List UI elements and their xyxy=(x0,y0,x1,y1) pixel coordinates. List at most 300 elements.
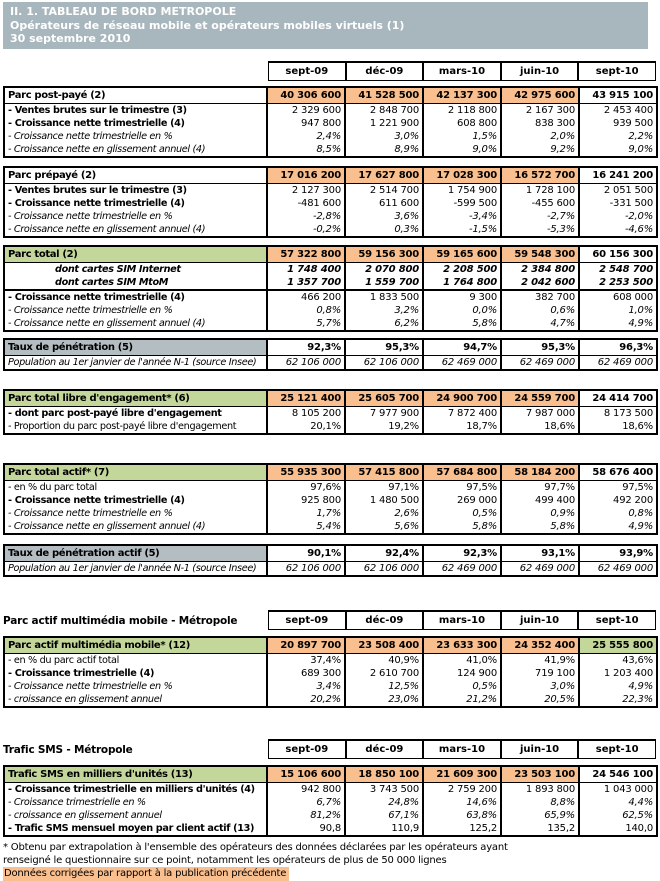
row-label: - Croissance nette trimestrielle en % xyxy=(8,304,173,316)
value-cell: 20,1% xyxy=(267,420,345,434)
row-label: - Croissance nette trimestrielle (4) xyxy=(8,117,185,129)
table-row xyxy=(4,766,657,783)
value-cell: 9,2% xyxy=(501,143,579,157)
value-cell: 24,8% xyxy=(345,796,423,809)
value-cell: 8,8% xyxy=(501,796,579,809)
value-cell: 7 987 000 xyxy=(501,406,579,420)
value-cell: 9,0% xyxy=(423,143,501,157)
value-cell: -1,5% xyxy=(423,223,501,237)
value-cell: 57 415 800 xyxy=(345,464,423,481)
row-label: Parc total libre d'engagement* (6) xyxy=(4,390,267,407)
value-cell: 96,3% xyxy=(579,339,657,356)
value-cell: 140,0 xyxy=(579,822,657,836)
value-cell: 20,5% xyxy=(501,693,579,707)
row-label: Parc total actif* (7) xyxy=(4,464,267,481)
value-cell: 3,6% xyxy=(345,210,423,223)
value-cell: 1 221 900 xyxy=(345,117,423,130)
value-cell: 41 528 500 xyxy=(345,87,423,104)
value-cell: -481 600 xyxy=(267,197,345,210)
value-cell: 1 754 900 xyxy=(423,183,501,197)
value-cell: 939 500 xyxy=(579,117,657,130)
table-row xyxy=(4,276,657,290)
value-cell: 1 833 500 xyxy=(345,290,423,304)
value-cell: 90,8 xyxy=(267,822,345,836)
value-cell: 93,9% xyxy=(579,545,657,562)
table-row xyxy=(4,87,657,104)
value-cell: 15 106 600 xyxy=(267,766,345,783)
data-grid xyxy=(3,166,658,238)
row-label: Trafic SMS en milliers d'unités (13) xyxy=(4,766,267,783)
value-cell: 55 935 300 xyxy=(267,464,345,481)
value-cell: 97,1% xyxy=(345,480,423,494)
row-label: - Croissance nette trimestrielle (4) xyxy=(8,291,185,303)
value-cell: 65,9% xyxy=(501,809,579,822)
value-cell: 25 555 800 xyxy=(579,637,657,654)
row-label: Parc prépayé (2) xyxy=(4,167,267,184)
value-cell: 90,1% xyxy=(267,545,345,562)
row-label: - Croissance nette en glissement annuel (4) xyxy=(8,317,206,329)
column-header-row-multimedia xyxy=(3,610,656,630)
column-header: déc-09 xyxy=(346,61,424,81)
row-label: - Croissance nette trimestrielle en % xyxy=(8,210,173,222)
value-cell: -599 500 xyxy=(423,197,501,210)
value-cell: 23,0% xyxy=(345,693,423,707)
value-cell: 17 028 300 xyxy=(423,167,501,184)
value-cell: 1 893 800 xyxy=(501,782,579,796)
row-label: - Croissance nette trimestrielle en % xyxy=(8,680,173,692)
value-cell: 9 300 xyxy=(423,290,501,304)
column-header: juin-10 xyxy=(501,610,579,630)
row-label: Parc actif multimédia mobile* (12) xyxy=(4,637,267,654)
table-row xyxy=(4,637,657,654)
row-label: Parc post-payé (2) xyxy=(4,87,267,104)
value-cell: 8,9% xyxy=(345,143,423,157)
table-row xyxy=(4,822,657,836)
table-row xyxy=(4,494,657,507)
row-label: - Croissance nette en glissement annuel (4) xyxy=(8,520,206,532)
value-cell: 21,2% xyxy=(423,693,501,707)
table-row xyxy=(4,464,657,481)
table-parc-total xyxy=(3,245,660,332)
value-cell: -2,7% xyxy=(501,210,579,223)
row-label: Population au 1er janvier de l'année N-1 (source Insee) xyxy=(8,356,257,368)
value-cell: 24 559 700 xyxy=(501,390,579,407)
table-row xyxy=(4,390,657,407)
row-label: - Ventes brutes sur le trimestre (3) xyxy=(8,104,187,116)
value-cell: 41,9% xyxy=(501,653,579,667)
value-cell: 1 480 500 xyxy=(345,494,423,507)
value-cell: 0,9% xyxy=(501,507,579,520)
table-row xyxy=(4,183,657,197)
value-cell: 1 357 700 xyxy=(267,276,345,290)
column-header: mars-10 xyxy=(423,61,501,81)
table-row xyxy=(4,561,657,576)
value-cell: 42 975 600 xyxy=(501,87,579,104)
value-cell: 838 300 xyxy=(501,117,579,130)
value-cell: -2,0% xyxy=(579,210,657,223)
footnotes xyxy=(3,841,660,881)
table-parc-actif-multimedia xyxy=(3,636,660,708)
data-grid xyxy=(3,86,658,158)
column-header: sept-09 xyxy=(268,610,346,630)
value-cell: 3,0% xyxy=(501,680,579,693)
value-cell: 3,4% xyxy=(267,680,345,693)
value-cell: 58 184 200 xyxy=(501,464,579,481)
table-row xyxy=(4,290,657,304)
table-row xyxy=(4,545,657,562)
value-cell: 719 100 xyxy=(501,667,579,680)
value-cell: 269 000 xyxy=(423,494,501,507)
value-cell: 18,7% xyxy=(423,420,501,434)
value-cell: 41,0% xyxy=(423,653,501,667)
value-cell: 59 165 600 xyxy=(423,246,501,263)
value-cell: 2 848 700 xyxy=(345,103,423,117)
table-row xyxy=(4,796,657,809)
value-cell: -5,3% xyxy=(501,223,579,237)
value-cell: 925 800 xyxy=(267,494,345,507)
value-cell: 92,3% xyxy=(423,545,501,562)
row-label: - Proportion du parc post-payé libre d'engagement xyxy=(8,420,237,432)
value-cell: 2 610 700 xyxy=(345,667,423,680)
table-row xyxy=(4,304,657,317)
table-parc-post-paye xyxy=(3,86,660,158)
value-cell: 1 748 400 xyxy=(267,262,345,276)
report-date: 30 septembre 2010 xyxy=(10,32,131,45)
report-title: II. 1. TABLEAU DE BORD METROPOLE xyxy=(10,5,237,18)
value-cell: 0,8% xyxy=(579,507,657,520)
value-cell: 7 977 900 xyxy=(345,406,423,420)
value-cell: 17 627 800 xyxy=(345,167,423,184)
value-cell: 20,2% xyxy=(267,693,345,707)
row-label: - dont parc post-payé libre d'engagement xyxy=(8,407,222,419)
table-row xyxy=(4,210,657,223)
value-cell: 94,7% xyxy=(423,339,501,356)
value-cell: 16 241 200 xyxy=(579,167,657,184)
row-label: - en % du parc total xyxy=(8,481,97,493)
column-header: sept-10 xyxy=(578,610,656,630)
value-cell: 93,1% xyxy=(501,545,579,562)
row-label: - Croissance nette en glissement annuel (4) xyxy=(8,143,206,155)
value-cell: 21 609 300 xyxy=(423,766,501,783)
value-cell: 689 300 xyxy=(267,667,345,680)
value-cell: 5,8% xyxy=(423,520,501,534)
value-cell: 18 850 100 xyxy=(345,766,423,783)
value-cell: 466 200 xyxy=(267,290,345,304)
value-cell: 8 105 200 xyxy=(267,406,345,420)
row-label: - Croissance nette trimestrielle en % xyxy=(8,130,173,142)
value-cell: 62 469 000 xyxy=(501,561,579,576)
data-grid xyxy=(3,544,658,577)
table-row xyxy=(4,339,657,356)
footnote-highlight: Données corrigées par rapport à la publication précédente xyxy=(3,867,289,881)
value-cell: 8,5% xyxy=(267,143,345,157)
value-cell: 62 106 000 xyxy=(345,355,423,370)
value-cell: 3,0% xyxy=(345,130,423,143)
value-cell: 5,8% xyxy=(423,317,501,331)
value-cell: 0,5% xyxy=(423,507,501,520)
row-label: Parc total (2) xyxy=(4,246,267,263)
table-row xyxy=(4,262,657,276)
value-cell: 2 253 500 xyxy=(579,276,657,290)
value-cell: 2,2% xyxy=(579,130,657,143)
value-cell: 1 043 000 xyxy=(579,782,657,796)
row-label: - Trafic SMS mensuel moyen par client actif (13) xyxy=(8,822,255,834)
value-cell: 3,2% xyxy=(345,304,423,317)
value-cell: 97,5% xyxy=(423,480,501,494)
value-cell: 43 915 100 xyxy=(579,87,657,104)
value-cell: 2 759 200 xyxy=(423,782,501,796)
table-row xyxy=(4,480,657,494)
value-cell: 92,3% xyxy=(267,339,345,356)
value-cell: 59 548 300 xyxy=(501,246,579,263)
footnote-line-1: * Obtenu par extrapolation à l'ensemble des opérateurs des données déclarées par les opérateurs ayant xyxy=(3,841,508,853)
value-cell: 4,9% xyxy=(579,317,657,331)
table-row xyxy=(4,507,657,520)
data-grid xyxy=(3,636,658,708)
value-cell: 4,9% xyxy=(579,680,657,693)
table-row xyxy=(4,782,657,796)
value-cell: 25 121 400 xyxy=(267,390,345,407)
value-cell: 1,7% xyxy=(267,507,345,520)
row-label: Taux de pénétration actif (5) xyxy=(4,545,267,562)
value-cell: -455 600 xyxy=(501,197,579,210)
row-label: - Croissance nette en glissement annuel (4) xyxy=(8,223,206,235)
value-cell: 14,6% xyxy=(423,796,501,809)
value-cell: 12,5% xyxy=(345,680,423,693)
table-row xyxy=(4,167,657,184)
value-cell: 40,9% xyxy=(345,653,423,667)
value-cell: 1 728 100 xyxy=(501,183,579,197)
value-cell: 16 572 700 xyxy=(501,167,579,184)
value-cell: -3,4% xyxy=(423,210,501,223)
column-header: juin-10 xyxy=(501,739,579,759)
value-cell: 0,8% xyxy=(267,304,345,317)
value-cell: 3 743 500 xyxy=(345,782,423,796)
column-header: sept-09 xyxy=(268,739,346,759)
value-cell: -331 500 xyxy=(579,197,657,210)
value-cell: 23 633 300 xyxy=(423,637,501,654)
table-row xyxy=(4,246,657,263)
column-header: mars-10 xyxy=(423,610,501,630)
row-label: - Croissance nette trimestrielle en % xyxy=(8,507,173,519)
row-label: - Croissance nette trimestrielle (4) xyxy=(8,197,185,209)
value-cell: 62 106 000 xyxy=(267,355,345,370)
value-cell: 2 548 700 xyxy=(579,262,657,276)
footnote-line-2: renseigné le questionnaire sur ce point, notamment les opérateurs de plus de 50 000 lignes xyxy=(3,854,447,866)
header-spacer xyxy=(3,61,268,81)
value-cell: 2,0% xyxy=(501,130,579,143)
value-cell: 63,8% xyxy=(423,809,501,822)
value-cell: 59 156 300 xyxy=(345,246,423,263)
row-label: Taux de pénétration (5) xyxy=(4,339,267,356)
value-cell: 2 070 800 xyxy=(345,262,423,276)
value-cell: 62 106 000 xyxy=(345,561,423,576)
row-label: - Croissance trimestrielle (4) xyxy=(8,667,155,679)
section-label-multimedia: Parc actif multimédia mobile - Métropole xyxy=(3,614,238,627)
value-cell: 95,3% xyxy=(501,339,579,356)
table-row xyxy=(4,130,657,143)
value-cell: 24 900 700 xyxy=(423,390,501,407)
value-cell: 7 872 400 xyxy=(423,406,501,420)
table-row xyxy=(4,406,657,420)
value-cell: 4,4% xyxy=(579,796,657,809)
table-row xyxy=(4,653,657,667)
value-cell: 2 329 600 xyxy=(267,103,345,117)
row-label: - Ventes brutes sur le trimestre (3) xyxy=(8,184,187,196)
value-cell: 2,6% xyxy=(345,507,423,520)
value-cell: 2 208 500 xyxy=(423,262,501,276)
column-header: juin-10 xyxy=(501,61,579,81)
table-row xyxy=(4,117,657,130)
value-cell: 135,2 xyxy=(501,822,579,836)
value-cell: 62,5% xyxy=(579,809,657,822)
value-cell: 9,0% xyxy=(579,143,657,157)
value-cell: 25 605 700 xyxy=(345,390,423,407)
value-cell: 492 200 xyxy=(579,494,657,507)
value-cell: 5,7% xyxy=(267,317,345,331)
value-cell: 40 306 600 xyxy=(267,87,345,104)
data-grid xyxy=(3,463,658,535)
value-cell: 18,6% xyxy=(579,420,657,434)
value-cell: 5,6% xyxy=(345,520,423,534)
value-cell: -0,2% xyxy=(267,223,345,237)
value-cell: 125,2 xyxy=(423,822,501,836)
row-label: Population au 1er janvier de l'année N-1 (source Insee) xyxy=(8,562,257,574)
column-header: sept-10 xyxy=(578,61,656,81)
value-cell: 62 469 000 xyxy=(579,355,657,370)
table-parc-prepaye xyxy=(3,166,660,238)
value-cell: 0,6% xyxy=(501,304,579,317)
value-cell: 24 352 400 xyxy=(501,637,579,654)
value-cell: 2 127 300 xyxy=(267,183,345,197)
value-cell: 62 469 000 xyxy=(423,561,501,576)
row-label: - Croissance nette trimestrielle (4) xyxy=(8,494,185,506)
table-taux-penetration xyxy=(3,338,660,371)
value-cell: 20 897 700 xyxy=(267,637,345,654)
value-cell: 2,4% xyxy=(267,130,345,143)
value-cell: 19,2% xyxy=(345,420,423,434)
value-cell: 0,0% xyxy=(423,304,501,317)
value-cell: 43,6% xyxy=(579,653,657,667)
row-label: - croissance en glissement annuel xyxy=(8,809,162,821)
table-row xyxy=(4,317,657,331)
value-cell: 611 600 xyxy=(345,197,423,210)
table-row xyxy=(4,420,657,434)
value-cell: 18,6% xyxy=(501,420,579,434)
section-label-sms: Trafic SMS - Métropole xyxy=(3,743,133,756)
data-grid xyxy=(3,245,658,332)
table-row xyxy=(4,520,657,534)
value-cell: 62 469 000 xyxy=(579,561,657,576)
value-cell: 58 676 400 xyxy=(579,464,657,481)
value-cell: 97,6% xyxy=(267,480,345,494)
table-row xyxy=(4,693,657,707)
column-header: sept-09 xyxy=(268,61,346,81)
table-row xyxy=(4,667,657,680)
table-parc-libre-engagement xyxy=(3,389,660,435)
value-cell: 110,9 xyxy=(345,822,423,836)
row-label: - croissance en glissement annuel xyxy=(8,693,162,705)
value-cell: 57 684 800 xyxy=(423,464,501,481)
value-cell: 22,3% xyxy=(579,693,657,707)
column-header: mars-10 xyxy=(423,739,501,759)
value-cell: 62 469 000 xyxy=(423,355,501,370)
data-grid xyxy=(3,765,658,837)
table-row xyxy=(4,355,657,370)
value-cell: 8 173 500 xyxy=(579,406,657,420)
value-cell: 4,9% xyxy=(579,520,657,534)
column-header-row-main xyxy=(3,61,656,81)
value-cell: 0,5% xyxy=(423,680,501,693)
value-cell: 5,4% xyxy=(267,520,345,534)
value-cell: 2 051 500 xyxy=(579,183,657,197)
value-cell: 23 503 100 xyxy=(501,766,579,783)
report-subtitle: Opérateurs de réseau mobile et opérateurs mobiles virtuels (1) xyxy=(10,18,405,32)
value-cell: 2 514 700 xyxy=(345,183,423,197)
value-cell: 1 764 800 xyxy=(423,276,501,290)
value-cell: 97,7% xyxy=(501,480,579,494)
table-row xyxy=(4,197,657,210)
value-cell: 2 384 800 xyxy=(501,262,579,276)
data-grid xyxy=(3,338,658,371)
value-cell: 24 546 100 xyxy=(579,766,657,783)
value-cell: 17 016 200 xyxy=(267,167,345,184)
value-cell: 24 414 700 xyxy=(579,390,657,407)
row-label: dont cartes SIM MtoM xyxy=(4,276,267,290)
value-cell: 1 559 700 xyxy=(345,276,423,290)
value-cell: 4,7% xyxy=(501,317,579,331)
row-label: - en % du parc actif total xyxy=(8,654,119,666)
value-cell: 67,1% xyxy=(345,809,423,822)
value-cell: 62 469 000 xyxy=(501,355,579,370)
value-cell: 6,7% xyxy=(267,796,345,809)
column-header: déc-09 xyxy=(346,739,424,759)
value-cell: 947 800 xyxy=(267,117,345,130)
value-cell: 1,0% xyxy=(579,304,657,317)
table-trafic-sms xyxy=(3,765,660,837)
table-taux-penetration-actif xyxy=(3,544,660,577)
value-cell: 1 203 400 xyxy=(579,667,657,680)
data-grid xyxy=(3,389,658,435)
value-cell: 81,2% xyxy=(267,809,345,822)
value-cell: 37,4% xyxy=(267,653,345,667)
row-label: dont cartes SIM Internet xyxy=(55,263,181,275)
value-cell: -4,6% xyxy=(579,223,657,237)
value-cell: 97,5% xyxy=(579,480,657,494)
value-cell: 608 000 xyxy=(579,290,657,304)
table-row xyxy=(4,680,657,693)
row-label: - Croissance trimestrielle en milliers d'unités (4) xyxy=(8,783,255,795)
value-cell: 95,3% xyxy=(345,339,423,356)
value-cell: 5,8% xyxy=(501,520,579,534)
value-cell: 1,5% xyxy=(423,130,501,143)
column-header: déc-09 xyxy=(346,610,424,630)
row-label: - Croissance trimestrielle en % xyxy=(8,796,146,808)
value-cell: 124 900 xyxy=(423,667,501,680)
column-header-row-sms xyxy=(3,739,656,759)
value-cell: -2,8% xyxy=(267,210,345,223)
value-cell: 62 106 000 xyxy=(267,561,345,576)
value-cell: 2 118 800 xyxy=(423,103,501,117)
value-cell: 499 400 xyxy=(501,494,579,507)
report-banner xyxy=(3,2,648,49)
value-cell: 0,3% xyxy=(345,223,423,237)
value-cell: 2 167 300 xyxy=(501,103,579,117)
value-cell: 57 322 800 xyxy=(267,246,345,263)
value-cell: 42 137 300 xyxy=(423,87,501,104)
value-cell: 608 800 xyxy=(423,117,501,130)
value-cell: 942 800 xyxy=(267,782,345,796)
